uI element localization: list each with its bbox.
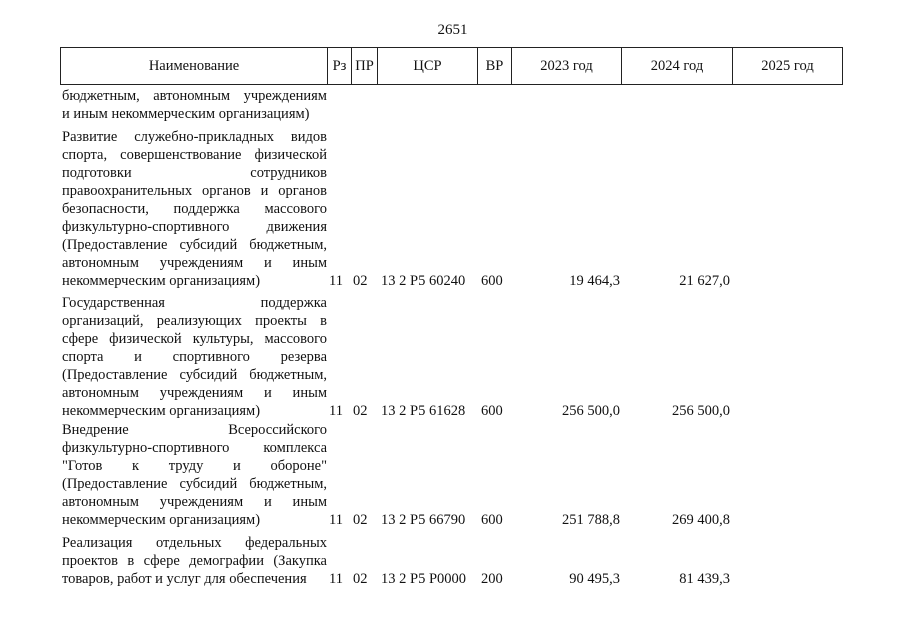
cell-rz: 11 — [329, 273, 343, 289]
row-name-line: спорта, совершенствование физической — [62, 147, 327, 163]
row-name-line: автономным учреждениям и иным — [62, 255, 327, 271]
row-name-line: автономным учреждениям и иным — [62, 385, 327, 401]
row-name-line: спорта и спортивного резерва — [62, 349, 327, 365]
cell-pr: 02 — [353, 512, 368, 528]
cell-vr: 600 — [481, 273, 503, 289]
row-name-line: Государственная поддержка — [62, 295, 327, 311]
row-name — [62, 87, 327, 123]
header-pr: ПР — [351, 48, 377, 84]
row-name — [62, 128, 327, 290]
row-name — [62, 534, 327, 588]
row-name-line: (Предоставление субсидий бюджетным, — [62, 367, 327, 383]
cell-pr: 02 — [353, 571, 368, 587]
row-name-line: бюджетным, автономным учреждениям — [62, 88, 327, 104]
cell-y2024: 21 627,0 — [679, 273, 730, 289]
cell-csr: 13 2 Р5 60240 — [381, 273, 466, 289]
cell-rz: 11 — [329, 403, 343, 419]
row-name-line: некоммерческим организациям) — [62, 403, 261, 419]
row-name-line: автономным учреждениям и иным — [62, 494, 327, 510]
header-2023: 2023 год — [511, 48, 621, 84]
row-name-line: некоммерческим организациям) — [62, 512, 261, 528]
cell-y2024: 256 500,0 — [672, 403, 730, 419]
page-number: 2651 — [437, 22, 468, 38]
cell-csr: 13 2 Р5 61628 — [381, 403, 466, 419]
row-name-line: товаров, работ и услуг для обеспечения — [62, 571, 307, 587]
cell-y2024: 269 400,8 — [672, 512, 730, 528]
cell-y2023: 251 788,8 — [562, 512, 620, 528]
cell-vr: 600 — [481, 512, 503, 528]
row-name-line: проектов в сфере демографии (Закупка — [62, 553, 327, 569]
header-rz: Рз — [327, 48, 351, 84]
row-name-line: правоохранительных органов и органов — [62, 183, 327, 199]
row-name-line: сфере физической культуры, массового — [62, 331, 327, 347]
cell-csr: 13 2 Р5 Р0000 — [381, 571, 467, 587]
cell-pr: 02 — [353, 273, 368, 289]
cell-vr: 600 — [481, 403, 503, 419]
row-name-line: Реализация отдельных федеральных — [62, 535, 327, 551]
cell-rz: 11 — [329, 512, 343, 528]
cell-pr: 02 — [353, 403, 368, 419]
row-name-line: (Предоставление субсидий бюджетным, — [62, 237, 327, 253]
row-name-line: (Предоставление субсидий бюджетным, — [62, 476, 327, 492]
row-name-line: Развитие служебно-прикладных видов — [62, 129, 327, 145]
cell-y2023: 90 495,3 — [569, 571, 620, 587]
cell-y2023: 19 464,3 — [569, 273, 620, 289]
row-name-line: Внедрение Всероссийского — [62, 422, 327, 438]
cell-y2023: 256 500,0 — [562, 403, 620, 419]
row-name-line: безопасности, поддержка массового — [62, 201, 327, 217]
row-name-line: организаций, реализующих проекты в — [62, 313, 327, 329]
row-name-line: "Готов к труду и обороне" — [62, 458, 327, 474]
header-2025: 2025 год — [732, 48, 842, 84]
cell-vr: 200 — [481, 571, 503, 587]
cell-rz: 11 — [329, 571, 343, 587]
row-name-line: некоммерческим организациям) — [62, 273, 261, 289]
cell-csr: 13 2 Р5 66790 — [381, 512, 466, 528]
row-name-line: и иным некоммерческим организациям) — [62, 106, 310, 122]
header-name: Наименование — [148, 57, 240, 74]
table-header — [60, 47, 843, 85]
row-name-line: физкультурно-спортивного комплекса — [62, 440, 327, 456]
row-name-line: подготовки сотрудников — [62, 165, 327, 181]
header-csr: ЦСР — [377, 48, 477, 84]
header-2024: 2024 год — [621, 48, 732, 84]
header-vr: ВР — [477, 48, 511, 84]
row-name — [62, 294, 327, 420]
row-name-line: физкультурно-спортивного движения — [62, 219, 327, 235]
row-name — [62, 421, 327, 529]
cell-y2024: 81 439,3 — [679, 571, 730, 587]
